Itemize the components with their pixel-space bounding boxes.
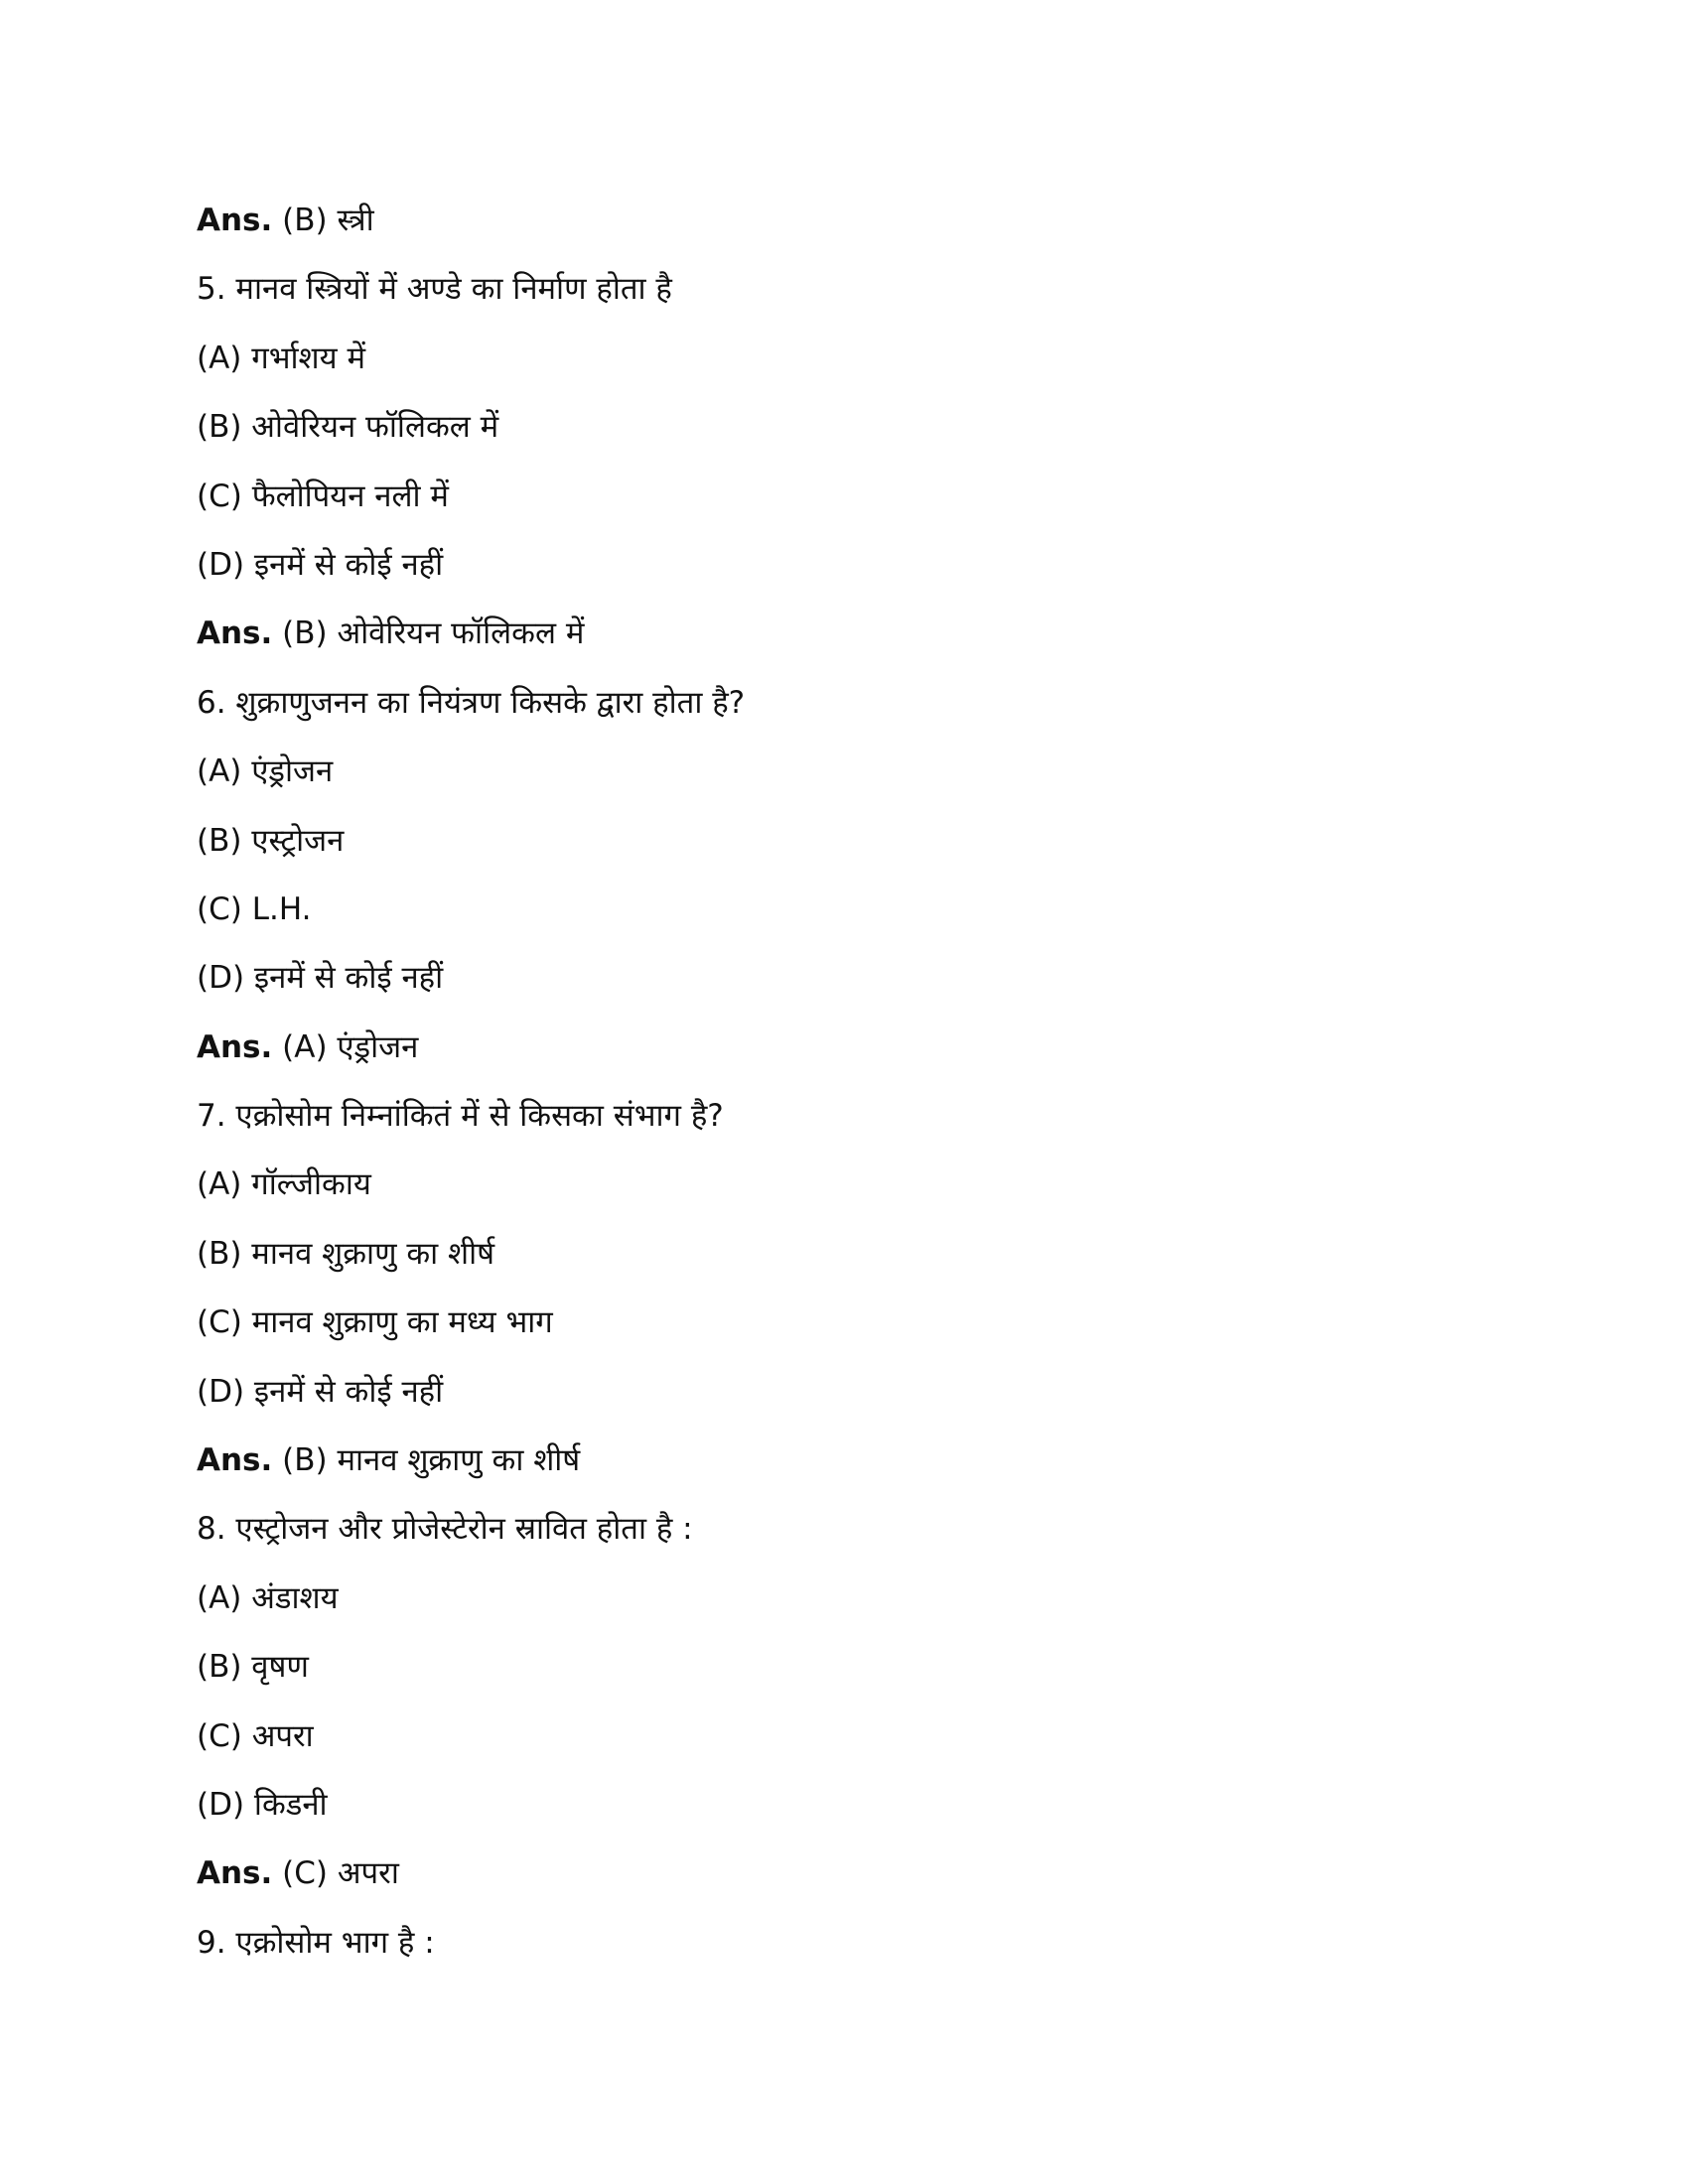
line-text: 6. शुक्राणुजनन का नियंत्रण किसके द्वारा होता है? xyxy=(197,684,746,721)
line-text: (C) मानव शुक्राणु का मध्य भाग xyxy=(197,1304,553,1341)
line-text: 8. एस्ट्रोजन और प्रोजेस्टेरोन स्रावित होता है : xyxy=(197,1511,693,1548)
answer-label: Ans. xyxy=(197,203,273,238)
answer-line xyxy=(197,1840,745,1908)
option-text xyxy=(197,1771,745,1840)
answer-line xyxy=(197,187,745,255)
answer-text: (A) एंड्रोजन xyxy=(282,1028,419,1065)
line-text: (B) एस्ट्रोजन xyxy=(197,822,345,859)
option-text xyxy=(197,1220,745,1289)
option-text xyxy=(197,325,745,393)
line-text: (D) इनमें से कोई नहीं xyxy=(197,546,444,583)
line-text: (C) फैलोपियन नली में xyxy=(197,478,449,514)
answer-text: (B) ओवेरियन फॉलिकल में xyxy=(282,615,585,652)
option-text xyxy=(197,1565,745,1633)
option-text xyxy=(197,738,745,806)
answer-label: Ans. xyxy=(197,615,273,652)
line-text: (A) अंडाशय xyxy=(197,1579,339,1616)
line-text: (A) गॉल्जीकाय xyxy=(197,1166,371,1203)
answer-line xyxy=(197,1427,745,1495)
answer-label: Ans. xyxy=(197,1855,273,1892)
line-text: (B) वृषण xyxy=(197,1649,309,1686)
option-text xyxy=(197,1151,745,1219)
answer-text: (C) अपरा xyxy=(282,1855,399,1892)
line-text: 7. एक्रोसोम निम्नांकितं में से किसका संभाग है? xyxy=(197,1098,724,1135)
option-text xyxy=(197,1633,745,1702)
question-text xyxy=(197,255,745,324)
option-text xyxy=(197,1358,745,1427)
line-text: (D) इनमें से कोई नहीं xyxy=(197,1373,444,1410)
option-text xyxy=(197,463,745,531)
line-text: (A) गर्भाशय में xyxy=(197,340,365,376)
option-text xyxy=(197,807,745,876)
option-text xyxy=(197,876,745,944)
option-text xyxy=(197,1703,745,1771)
line-text: 5. मानव स्त्रियों में अण्डे का निर्माण होता है xyxy=(197,271,672,308)
answer-line xyxy=(197,600,745,668)
answer-line xyxy=(197,1014,745,1082)
line-text: (C) अपरा xyxy=(197,1717,314,1754)
option-text xyxy=(197,531,745,600)
line-text: (C) L.H. xyxy=(197,890,312,927)
line-text: (D) इनमें से कोई नहीं xyxy=(197,960,444,997)
question-text xyxy=(197,1082,745,1151)
document-body xyxy=(197,187,745,1978)
answer-label: Ans. xyxy=(197,1028,273,1065)
answer-text: (B) स्त्री xyxy=(282,203,374,238)
option-text xyxy=(197,393,745,462)
question-text xyxy=(197,1495,745,1564)
line-text: 9. एक्रोसोम भाग है : xyxy=(197,1924,435,1961)
answer-label: Ans. xyxy=(197,1442,273,1479)
answer-text: (B) मानव शुक्राणु का शीर्ष xyxy=(282,1442,581,1479)
option-text xyxy=(197,1289,745,1357)
option-text xyxy=(197,944,745,1013)
question-text xyxy=(197,1909,745,1978)
line-text: (B) ओवेरियन फॉलिकल में xyxy=(197,409,499,446)
question-text xyxy=(197,669,745,738)
line-text: (B) मानव शुक्राणु का शीर्ष xyxy=(197,1235,495,1272)
line-text: (D) किडनी xyxy=(197,1786,328,1823)
line-text: (A) एंड्रोजन xyxy=(197,753,334,790)
